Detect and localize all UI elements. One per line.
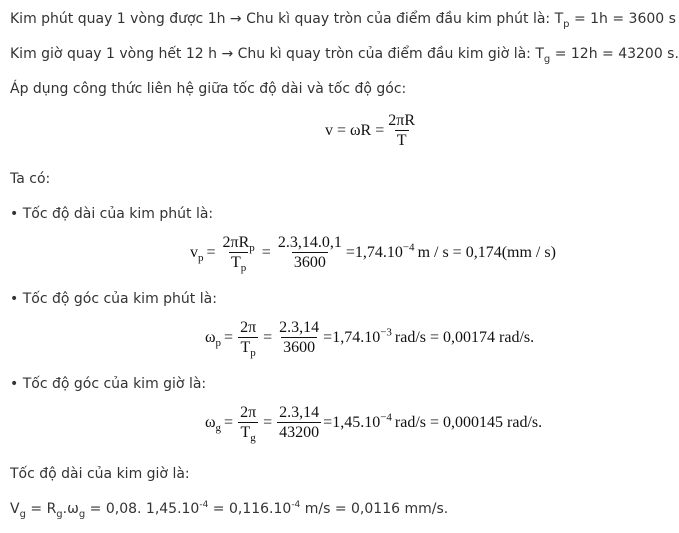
formula-lhs: v = ωR = [325, 122, 385, 139]
formula-lhs [205, 329, 222, 350]
numerator: 2π [240, 319, 257, 336]
equals: = [261, 244, 271, 261]
fraction [277, 405, 321, 441]
result-unit: rad/s = 0,00174 rad/s. [394, 329, 535, 346]
text-segment: Tốc độ dài của kim giờ là: [10, 466, 190, 482]
exponent: −4 [402, 241, 415, 254]
denominator: 3600 [293, 254, 326, 271]
fraction [221, 234, 257, 275]
denominator: 43200 [279, 424, 320, 441]
text-apply-formula [10, 80, 406, 98]
symbol: T [240, 339, 251, 356]
fraction [277, 320, 321, 356]
bullet-minute-linear-speed [10, 205, 213, 223]
symbol: T [240, 424, 251, 441]
subscript: g [19, 509, 26, 520]
subscript: p [215, 337, 222, 350]
text-segment: = R [25, 501, 57, 517]
result-value: =1,74.10 [323, 329, 381, 346]
numerator: 2π [240, 404, 257, 421]
text-hour-linear-speed [10, 465, 190, 483]
formula-minute-linear-speed [190, 234, 556, 275]
denominator: 3600 [283, 339, 316, 356]
exponent: −4 [380, 411, 392, 424]
subscript: p [250, 347, 256, 360]
formula-result [323, 411, 543, 432]
equals: = [224, 329, 234, 346]
text-segment: • Tốc độ góc của kim phút là: [10, 291, 217, 307]
subscript: p [249, 242, 255, 255]
bullet-minute-angular-speed [10, 290, 217, 308]
text-segment: Ta có: [10, 171, 51, 187]
formula-lhs [205, 414, 222, 435]
formula-velocity-relation [325, 113, 419, 149]
denominator [238, 337, 257, 360]
equals: = [263, 329, 273, 346]
text-segment: = 0,116.10 [208, 501, 292, 517]
text-we-have [10, 170, 50, 188]
subscript: p [198, 252, 204, 265]
text-segment: • Tốc độ dài của kim phút là: [10, 206, 214, 222]
equals: = [206, 244, 216, 261]
subscript: p [240, 262, 247, 275]
subscript: g [56, 509, 63, 520]
formula-minute-angular-speed [205, 319, 535, 360]
text-segment: = 0,08. 1,45.10 [85, 501, 200, 517]
subscript: g [78, 509, 86, 520]
subscript: g [215, 422, 222, 435]
symbol: v [190, 244, 198, 261]
numerator: 2.3,14 [279, 404, 320, 421]
fraction [276, 235, 344, 271]
formula-result [323, 326, 535, 347]
denominator: T [396, 132, 407, 149]
denominator [238, 422, 257, 445]
text-segment: Kim giờ quay 1 vòng hết 12 h → Chu kì quay tròn của điểm đầu kim giờ là: T [10, 46, 544, 62]
numerator: 2.3,14 [279, 319, 320, 336]
text-segment: V [10, 501, 20, 517]
subscript: g [250, 432, 256, 445]
symbol: 2πR [222, 234, 250, 251]
exponent: -4 [291, 500, 301, 510]
formula-hour-angular-speed [205, 404, 543, 445]
bullet-hour-angular-speed [10, 375, 206, 393]
symbol: ω [205, 329, 216, 346]
text-hour-period [10, 45, 679, 65]
equals: = [224, 414, 234, 431]
denominator [229, 252, 248, 275]
result-unit: rad/s = 0,000145 rad/s. [394, 414, 543, 431]
fraction [238, 404, 258, 445]
text-segment: m/s = 0,0116 mm/s. [300, 501, 449, 517]
result-value: =1,45.10 [323, 414, 381, 431]
fraction [238, 319, 258, 360]
text-segment: Áp dụng công thức liên hệ giữa tốc độ dài và tốc độ góc: [10, 81, 407, 97]
formula-result [345, 241, 556, 262]
numerator: 2.3,14.0,1 [277, 234, 342, 251]
equals: = [263, 414, 273, 431]
text-segment: • Tốc độ góc của kim giờ là: [10, 376, 207, 392]
numerator: 2πR [388, 112, 415, 129]
formula-lhs [190, 244, 204, 265]
result-unit: m / s = 0,174(mm / s) [417, 244, 556, 261]
symbol: ω [205, 414, 216, 431]
result-value: =1,74.10 [345, 244, 403, 261]
fraction [386, 113, 417, 149]
text-segment: Kim phút quay 1 vòng được 1h → Chu kì quay tròn của điểm đầu kim phút là: T [10, 11, 564, 27]
text-segment: .ω [62, 501, 79, 517]
exponent: -4 [199, 500, 209, 510]
text-minute-period [10, 10, 676, 30]
text-segment: = 12h = 43200 s. [550, 46, 679, 62]
symbol: T [231, 254, 241, 271]
exponent: −3 [380, 326, 392, 339]
text-hour-linear-speed-result [10, 500, 448, 520]
text-segment: = 1h = 3600 s [569, 11, 676, 27]
numerator [221, 234, 257, 255]
subscript: p [563, 19, 570, 30]
subscript: g [543, 54, 551, 65]
